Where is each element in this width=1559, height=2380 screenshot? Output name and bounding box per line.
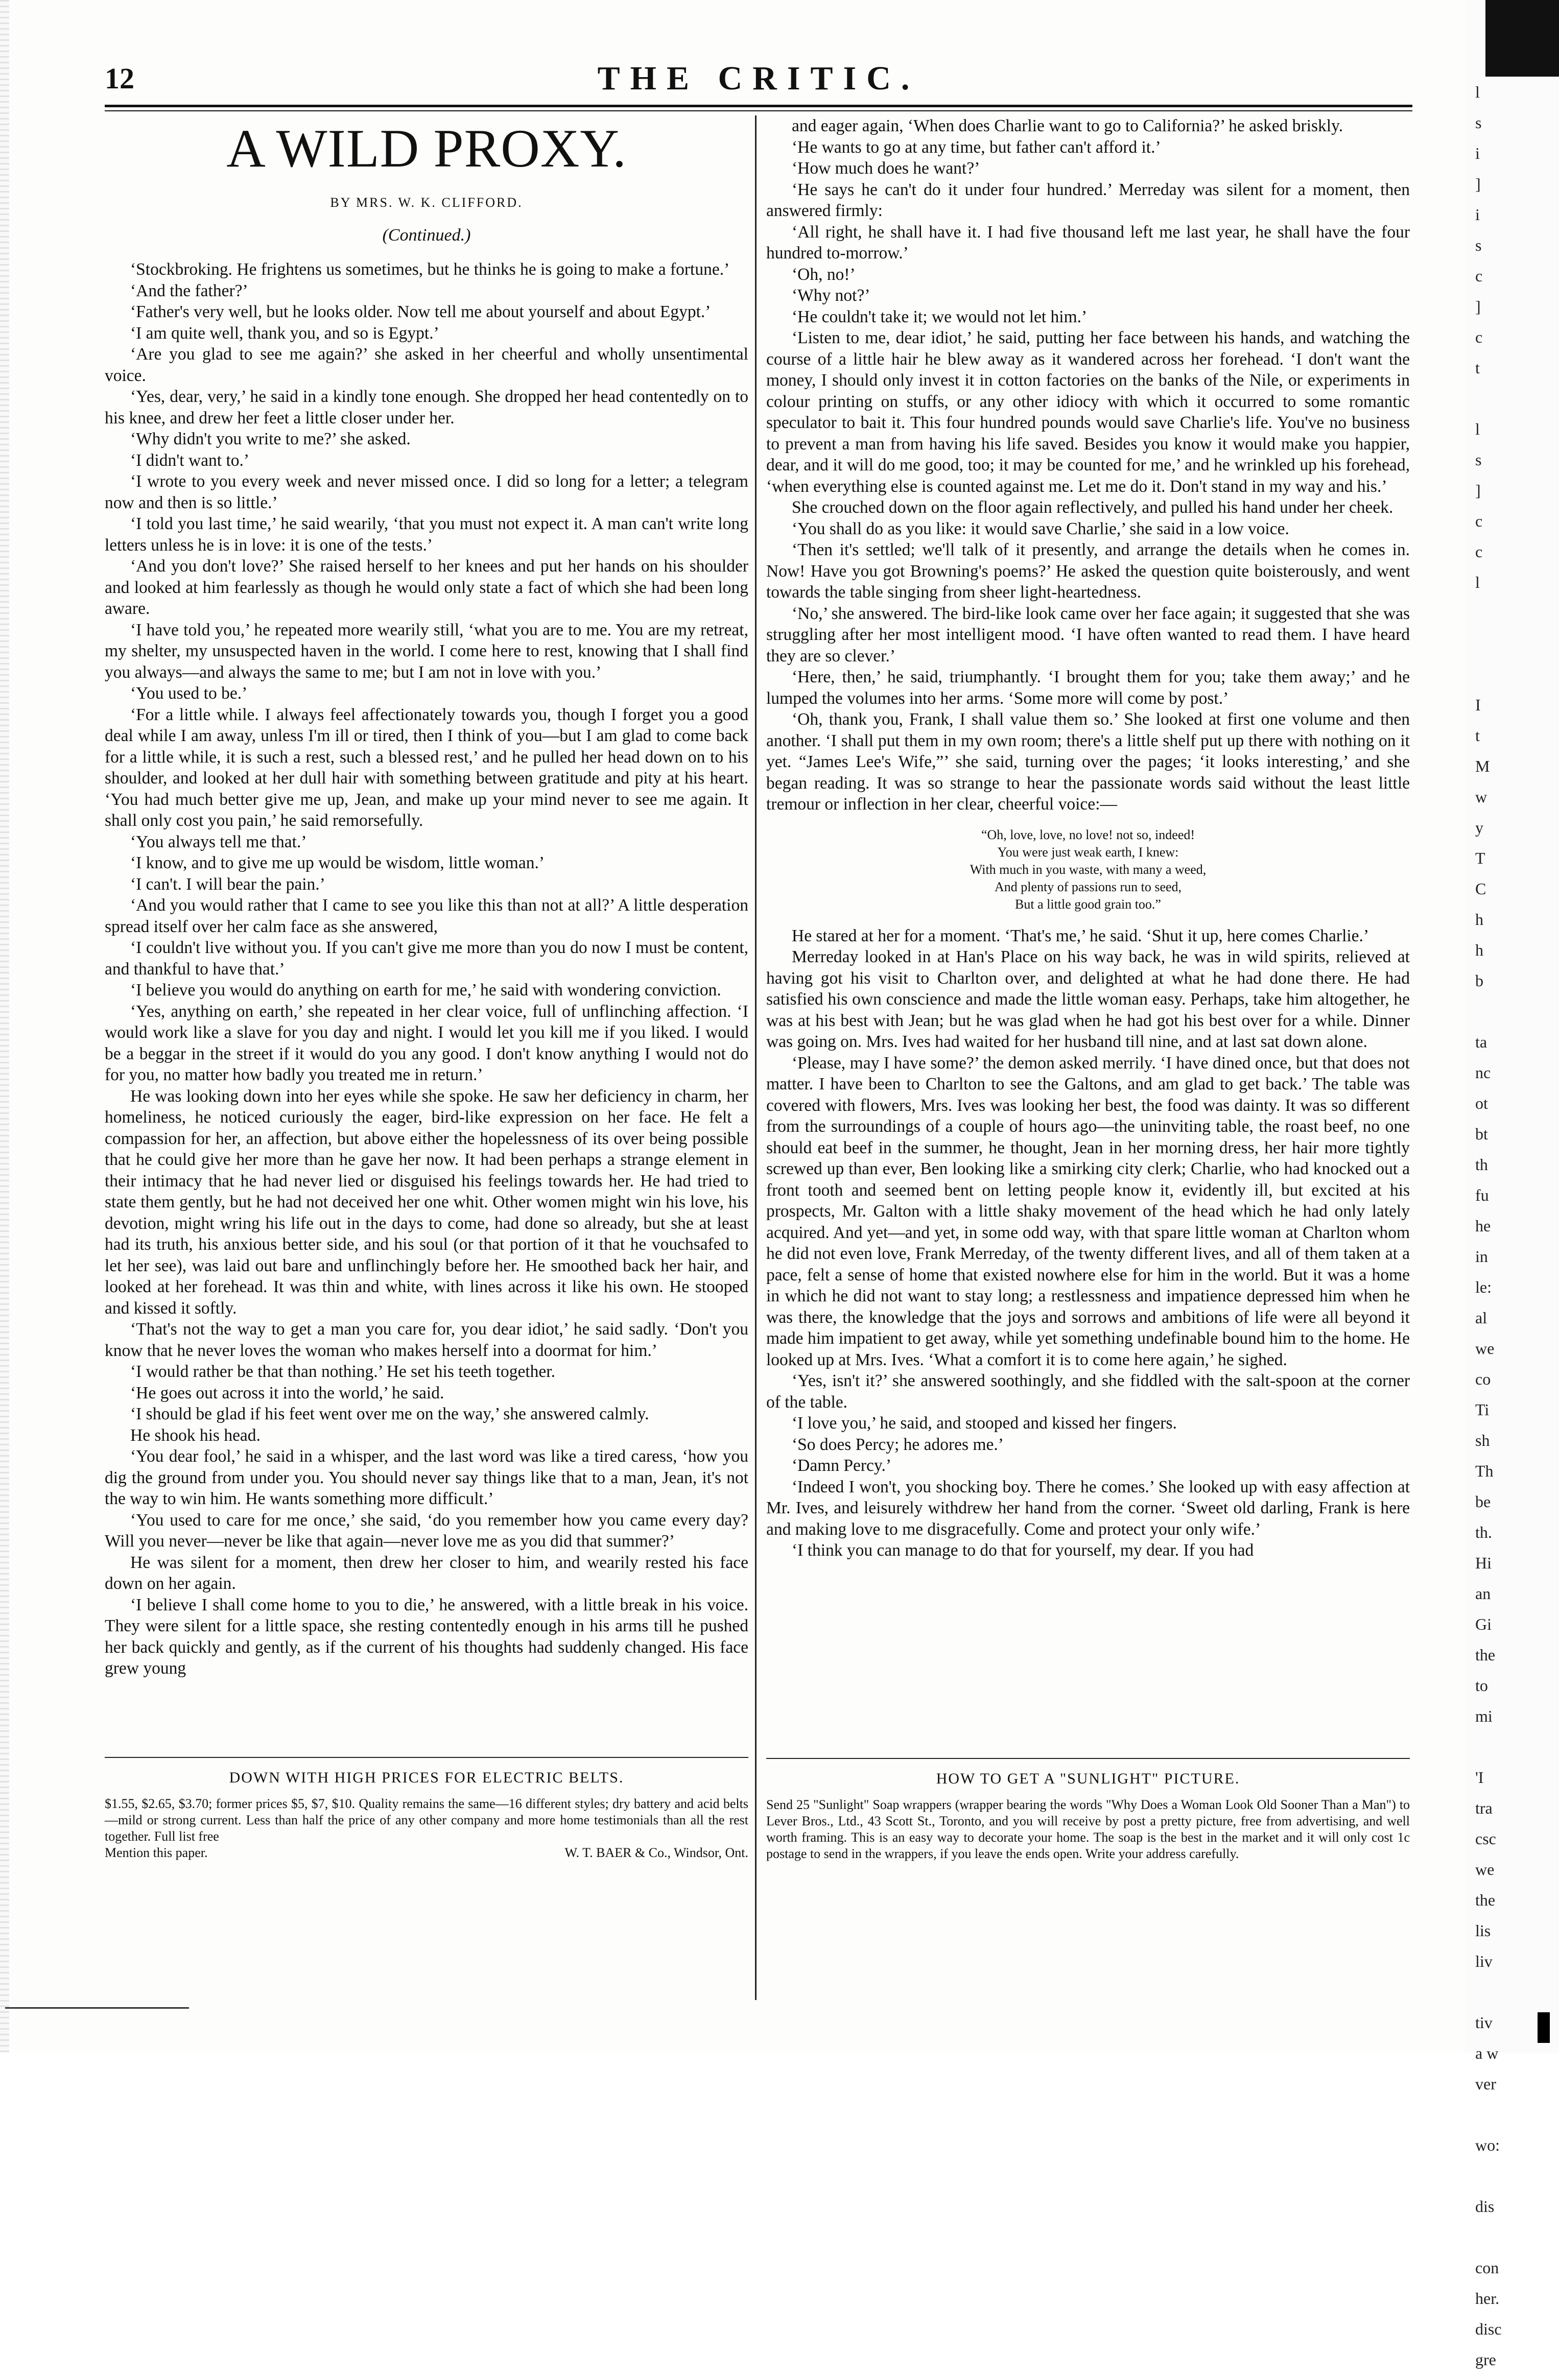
electric-belts-advertisement [105, 1757, 748, 1861]
adjacent-page-fragment: Th [1475, 1462, 1494, 1480]
paragraph: ‘I wrote to you every week and never missed once. I did so long for a letter; a telegram now and then is so little.’ [105, 472, 748, 512]
adjacent-page-fragment: l [1475, 83, 1480, 101]
adjacent-page-fragment: an [1475, 1584, 1491, 1603]
paragraph: ‘He wants to go at any time, but father can't afford it.’ [792, 137, 1161, 157]
ad-rule [105, 1757, 748, 1758]
paragraph: ‘You dear fool,’ he said in a whisper, and the last word was like a tired caress, ‘how you dig the ground from under you. You should never say things like that to a man, Jean, it's not the way to win him. He wants something more difficult.’ [105, 1447, 748, 1508]
poem-line: “Oh, love, love, no love! not so, indeed! [981, 827, 1195, 842]
adjacent-page-fragment [1475, 664, 1557, 695]
paragraph: ‘And you don't love?’ She raised herself to her knees and put her hands on his shoulder and looked at him fearlessly as though he would only state a fact of which she had been long aware. [105, 557, 748, 618]
left-binding-edge [0, 0, 9, 2053]
adjacent-page-fragment: her. [1475, 2289, 1500, 2307]
paragraph: ‘Here, then,’ he said, triumphantly. ‘I brought them for you; take them away;’ and he lumped the volumes into her arms. ‘Some more will come by post.’ [766, 668, 1410, 708]
adjacent-page-fragment [1475, 388, 1557, 419]
paragraph: ‘I told you last time,’ he said wearily, ‘that you must not expect it. A man can't write long letters unless he is in love: it is one of the tests.’ [105, 514, 748, 555]
paragraph: ‘I should be glad if his feet went over me on the way,’ she answered calmly. [130, 1405, 649, 1423]
paragraph: ‘Yes, dear, very,’ he said in a kindly tone enough. She dropped her head contentedly on to his knee, and drew her feet a little closer under her. [105, 387, 748, 427]
adjacent-page-fragment: ta [1475, 1033, 1487, 1051]
ad-mention: Mention this paper. [105, 1845, 208, 1860]
paragraph: He shook his head. [130, 1425, 261, 1445]
paragraph: Merreday looked in at Han's Place on his way back, he was in wild spirits, relieved at having got his visit to Charlton over, and delighted at what he had done there. He had satisfied his own conscience and made the little woman easy. Perhaps, take him altogether, he was at his best with Jean; but he was glad when he had got his best over for a while. Dinner was going on. Mrs. Ives had waited for her husband till nine, and at last sat down alone. [766, 947, 1410, 1051]
paragraph: ‘He couldn't take it; we would not let him.’ [792, 307, 1088, 326]
paragraph: ‘I think you can manage to do that for yourself, my dear. If you had [792, 1541, 1254, 1560]
adjacent-page-fragment [1475, 2165, 1557, 2196]
adjacent-page-fragment: he [1475, 1217, 1491, 1235]
adjacent-page-fragment: c [1475, 542, 1483, 561]
paragraph: ‘No,’ she answered. The bird-like look came over her face again; it suggested that she was struggling after her most intelligent mood. ‘I have often wanted to read them. I have heard they are so clever.’ [766, 604, 1410, 665]
adjacent-page-fragment: a w [1475, 2044, 1499, 2062]
adjacent-page-fragment: s [1475, 113, 1482, 132]
adjacent-page-fragment: gre [1475, 2350, 1496, 2369]
adjacent-page-fragment: 'I [1475, 1768, 1484, 1787]
paragraph: ‘Why didn't you write to me?’ she asked. [130, 430, 411, 448]
adjacent-page-fragment: I [1475, 696, 1481, 714]
paragraph: ‘You shall do as you like: it would save Charlie,’ she said in a low voice. [792, 519, 1289, 538]
paragraph: He was looking down into her eyes while she spoke. He saw her deficiency in charm, her homeliness, he noticed curiously the eager, bird-like expression on her face. He felt a compassion for her, an affection, but above either the hopelessness of its over being possible that he could give her more than he gave her now. It had been perhaps a strange element in their intimacy that he had never lied or disguised his feelings towards her. He had tried to state them gently, but he had not deceived her one whit. Other women might win his love, his devotion, might wring his life out in the days to come, had done so already, but she at least had its truth, his anxious better side, and his soul (or that portion of it that he vouchsafed to let her see), was laid out bare and unflinchingly before her. He smoothed back her hair, and looked at her forehead. It was thin and white, with lines across it like his own. He stooped and kissed it softly. [105, 1086, 748, 1318]
paragraph: ‘You used to care for me once,’ she said, ‘do you remember how you came every day? Will you never—never be like that again—never love me as you did that summer?’ [105, 1510, 748, 1551]
adjacent-page-fragment: t [1475, 359, 1480, 377]
paragraph: ‘And you would rather that I came to see you like this than not at all?’ A little desperation spread itself over her calm face as she answered, [105, 896, 748, 936]
adjacent-page-fragment: w [1475, 788, 1487, 806]
adjacent-page-fragment: csc [1475, 1829, 1496, 1848]
paragraph: ‘Yes, anything on earth,’ she repeated in her clear voice, full of unflinching affection. ‘I would work like a slave for you day and night. I would let you kill me if you liked. I would be a beggar in the street if it would do you any good. I don't know anything I would not do for you, no matter how badly you treated me in return.’ [105, 1002, 748, 1084]
paragraph: ‘He says he can't do it under four hundred.’ Merreday was silent for a moment, then answered firmly: [766, 180, 1410, 220]
left-column-text [105, 259, 748, 1679]
poem-line: With much in you waste, with many a weed, [970, 862, 1207, 877]
paragraph: ‘You used to be.’ [130, 684, 248, 703]
adjacent-page-fragment: Ti [1475, 1400, 1490, 1419]
paragraph: ‘Then it's settled; we'll talk of it presently, and arrange the details when he comes in. Now! Have you got Browning's poems?’ He asked the question quite boisterously, and went towards the table singing from sheer light-heartedness. [766, 540, 1410, 602]
adjacent-page-fragments [1475, 82, 1557, 2369]
adjacent-page-shadow [1485, 0, 1559, 77]
paragraph: ‘I believe I shall come home to you to die,’ he answered, with a little break in his voice. They were silent for a little space, she resting contentedly enough in his arms till he pushed her back quickly and gently, as if the current of his thoughts had suddenly changed. His face grew young [105, 1595, 748, 1678]
paragraph: ‘Oh, thank you, Frank, I shall value them so.’ She looked at first one volume and then another. ‘I shall put them in my own room; there's a little shelf put up there with nothing on it yet. “James Lee's Wife,”’ she said, turning over the pages; ‘it looks interesting,’ and she began reading. It was so strange to hear the passionate words said without the least little tremour or inflection in her clear, cheerful voice:— [766, 710, 1410, 814]
paragraph: ‘How much does he want?’ [792, 159, 980, 178]
right-column-text-bottom [766, 925, 1410, 1561]
paragraph: ‘I didn't want to.’ [130, 450, 250, 470]
adjacent-page-fragment: ver [1475, 2075, 1496, 2093]
adjacent-page-fragment: the [1475, 1891, 1496, 1909]
adjacent-page-fragment: s [1475, 450, 1482, 469]
continued-note: (Continued.) [382, 225, 471, 245]
adjacent-page-fragment: we [1475, 1860, 1495, 1878]
adjacent-page-fragment: al [1475, 1308, 1487, 1327]
adjacent-page-fragment: to [1475, 1676, 1488, 1695]
adjacent-page-fragment [1475, 1982, 1557, 2012]
adjacent-page-fragment: Hi [1475, 1554, 1492, 1572]
adjacent-page-fragment: tra [1475, 1799, 1493, 1817]
paragraph: ‘I can't. I will bear the pain.’ [130, 874, 325, 894]
story-byline: BY MRS. W. K. CLIFFORD. [330, 195, 523, 210]
adjacent-page-fragment: th [1475, 1155, 1488, 1174]
page-number: 12 [105, 62, 134, 95]
adjacent-page-fragment: nc [1475, 1063, 1491, 1082]
adjacent-page-fragment [1475, 2104, 1557, 2135]
ad-body: $1.55, $2.65, $3.70; former prices $5, $7, $10. Quality remains the same—16 different styles; dry battery and acid belts—mild or strong current. Less than half the price of any other company and more home testimonials than all the rest together. Full list free [105, 1796, 748, 1844]
paragraph: ‘Father's very well, but he looks older. Now tell me about yourself and about Egypt.’ [130, 302, 711, 321]
adjacent-page-fragment: i [1475, 205, 1480, 224]
paragraph: ‘Indeed I won't, you shocking boy. There he comes.’ She looked up with easy affection at Mr. Ives, and leisurely withdrew her hand from the corner. ‘Sweet old darling, Frank is here and making love to me disgracefully. Come and protect your only wife.’ [766, 1477, 1410, 1539]
paragraph: ‘I love you,’ he said, and stooped and kissed her fingers. [792, 1414, 1177, 1433]
adjacent-page-fragment: t [1475, 726, 1480, 745]
paragraph: ‘That's not the way to get a man you care for, you dear idiot,’ he said sadly. ‘Don't you know that he never loves the woman who makes herself into a doormat for him.’ [105, 1320, 748, 1360]
adjacent-page-fragment: co [1475, 1370, 1491, 1388]
paragraph: ‘And the father?’ [130, 281, 248, 300]
adjacent-page-fragment: bt [1475, 1125, 1488, 1143]
adjacent-page-fragment: y [1475, 818, 1483, 837]
ad-heading: HOW TO GET A "SUNLIGHT" PICTURE. [936, 1770, 1240, 1787]
masthead-title: THE CRITIC. [597, 60, 920, 97]
header-rule-thick [105, 105, 1412, 107]
adjacent-page-fragment: M [1475, 757, 1490, 775]
adjacent-page-fragment: l [1475, 420, 1480, 438]
adjacent-page-fragment: i [1475, 144, 1480, 162]
paragraph: ‘Stockbroking. He frightens us sometimes, but he thinks he is going to make a fortune.’ [130, 260, 730, 279]
adjacent-page-fragment: le: [1475, 1278, 1492, 1296]
adjacent-page-fragment [1475, 603, 1557, 633]
adjacent-page-fragment: h [1475, 941, 1483, 959]
paragraph: He was silent for a moment, then drew her closer to him, and wearily rested his face down on her again. [105, 1553, 748, 1593]
ad-rule [766, 1758, 1410, 1759]
adjacent-page-fragment [1475, 1736, 1557, 1767]
adjacent-page-fragment: sh [1475, 1431, 1490, 1449]
adjacent-page-fragment: ot [1475, 1094, 1488, 1112]
ad-footer [105, 1845, 748, 1861]
adjacent-page-fragment: tiv [1475, 2013, 1493, 2032]
adjacent-page-fragment: liv [1475, 1952, 1493, 1970]
paragraph: ‘Are you glad to see me again?’ she asked in her cheerful and wholly unsentimental voice. [105, 345, 748, 385]
adjacent-page-fragment: we [1475, 1339, 1495, 1358]
paragraph: ‘I know, and to give me up would be wisdom, little woman.’ [130, 853, 545, 872]
paragraph: ‘I couldn't live without you. If you can't give me more than you do now I must be content, and thankful to have that.’ [105, 938, 748, 979]
poem-line: You were just weak earth, I knew: [997, 844, 1179, 860]
adjacent-page-fragment: th. [1475, 1523, 1492, 1541]
adjacent-page-fragment: disc [1475, 2320, 1502, 2338]
paragraph: ‘Please, may I have some?’ the demon asked merrily. ‘I have dined once, but that does not matter. I have been to Charlton to see the Galtons, and am glad to get back.’ The table was covered with flowers, Mrs. Ives was looking her best, the food was dainty. It was so different from the surroundings of a couple of hours ago—the uninviting table, the roast beef, no one should eat beef in the summer, he thought, Jean in her morning dress, her hair more tightly screwed up than ever, Ben looking like a smirking city clerk; Charlie, who had knocked out a front tooth and seemed bent on letting people know it, evidently ill, but excited at his prospects, Mr. Galton with a little shaky movement of the head which he had only lately acquired. And yet—and yet, in some odd way, with that spare little woman at Charlton whom he did not even love, Frank Merreday, of the twenty different lives, and all of them taken at a pace, felt a sense of home that existed nowhere else for him in the world. But it was a home in which he did not want to stay long; a restlessness and impatience depressed him when he was there, the knowledge that the joys and sorrows and ambitions of life were all beyond it made him impatient to get away, while yet something undefinable bound him to the home. He looked up at Mrs. Ives. ‘What a comfort it is to come here again,’ he sighed. [766, 1053, 1410, 1369]
header-rule-thin [105, 110, 1412, 111]
paragraph: ‘Damn Percy.’ [792, 1456, 892, 1475]
adjacent-page-fragment: mi [1475, 1707, 1493, 1725]
left-column [105, 115, 748, 2000]
adjacent-page-fragment: c [1475, 328, 1483, 346]
paragraph: ‘Yes, isn't it?’ she answered soothingly, and she fiddled with the salt-spoon at the corner of the table. [766, 1371, 1410, 1412]
right-column [766, 115, 1410, 2000]
adjacent-page-fragment: s [1475, 236, 1482, 254]
right-column-text-top [766, 115, 1410, 815]
adjacent-page-fragment: Gi [1475, 1615, 1492, 1633]
adjacent-page-fragment: ] [1475, 481, 1481, 499]
adjacent-page-fragment: in [1475, 1247, 1488, 1266]
ad-signature: W. T. BAER & Co., Windsor, Ont. [564, 1845, 748, 1860]
ad-body: Send 25 "Sunlight" Soap wrappers (wrapper bearing the words "Why Does a Woman Look Old Sooner Than a Man") to Lever Bros., Ltd., 43 Scott St., Toronto, and you will receive by post a pretty picture, free from advertising, and well worth framing. This is an easy way to decorate your home. The soap is the best in the market and it will only cost 1c postage to send in the wrappers, if you leave the ends open. Write your address carefully. [766, 1797, 1410, 1861]
paragraph: ‘Why not?’ [792, 286, 870, 305]
adjacent-page-fragment: C [1475, 879, 1486, 898]
paragraph: ‘For a little while. I always feel affectionately towards you, though I forget you a good deal while I am away, unless I'm ill or tired, then I think of you—but I am glad to come back for a little while, it is such a rest, such a blessed rest,’ and he pulled her head down on to his shoulder, and looked at her dull hair with something between gratitude and pity at his heart. ‘You had much better give me up, Jean, and make up your mind never to see me again. It shall only cost you pain,’ he said remorsefully. [105, 705, 748, 830]
poem-line: And plenty of passions run to seed, [994, 879, 1182, 894]
ad-heading: DOWN WITH HIGH PRICES FOR ELECTRIC BELTS. [229, 1769, 624, 1786]
adjacent-page-fragment: fu [1475, 1186, 1489, 1204]
paragraph: He stared at her for a moment. ‘That's me,’ he said. ‘Shut it up, here comes Charlie.’ [792, 926, 1369, 945]
paragraph: and eager again, ‘When does Charlie want to go to California?’ he asked briskly. [792, 116, 1343, 135]
adjacent-page-fragment: T [1475, 849, 1485, 867]
adjacent-page-fragment: wo: [1475, 2136, 1500, 2154]
paragraph: She crouched down on the floor again reflectively, and pulled his hand under her cheek. [792, 498, 1393, 517]
story-title: A WILD PROXY. [226, 118, 627, 178]
adjacent-page-fragment: l [1475, 573, 1480, 591]
page-header [105, 61, 1412, 117]
adjacent-page-fragment: h [1475, 910, 1483, 929]
adjacent-page-fragment: dis [1475, 2197, 1495, 2216]
adjacent-page-fragment: lis [1475, 1921, 1491, 1940]
adjacent-page-fragment: c [1475, 267, 1483, 285]
paragraph: ‘I have told you,’ he repeated more wearily still, ‘what you are to me. You are my retreat, my shelter, my unsuspected haven in the world. I come here to rest, knowing that I shall find you always—and always the same to me; but I am not in love with you.’ [105, 620, 748, 682]
poem-quote [766, 826, 1410, 913]
paragraph: ‘All right, he shall have it. I had five thousand left me last year, he shall have the four hundred to-morrow.’ [766, 222, 1410, 263]
adjacent-page-fragment [1475, 2227, 1557, 2257]
adjacent-page-fragment [1475, 633, 1557, 664]
bottom-edge-rule [5, 2007, 189, 2009]
adjacent-page-mark [1538, 2012, 1550, 2043]
paragraph: ‘I believe you would do anything on earth for me,’ he said with wondering conviction. [130, 981, 721, 999]
paragraph: ‘He goes out across it into the world,’ he said. [130, 1383, 444, 1402]
paragraph: ‘You always tell me that.’ [130, 832, 307, 851]
adjacent-page-fragment: the [1475, 1646, 1496, 1664]
sunlight-advertisement [766, 1758, 1410, 1862]
adjacent-page-fragment: ] [1475, 175, 1481, 193]
paragraph: ‘I am quite well, thank you, and so is Egypt.’ [130, 323, 439, 343]
adjacent-page-fragment: con [1475, 2258, 1499, 2277]
column-divider [755, 115, 757, 2000]
adjacent-page-fragment [1475, 1001, 1557, 1032]
paragraph: ‘Oh, no!’ [792, 265, 856, 284]
adjacent-page-fragment: be [1475, 1492, 1491, 1511]
adjacent-page-fragment: b [1475, 971, 1483, 990]
paragraph: ‘Listen to me, dear idiot,’ he said, putting her face between his hands, and watching the course of a little hair he blew away as it wandered across her forehead. ‘I don't want the money, I should only invest it in cotton factories on the banks of the Nile, or experiments in colour printing on stuffs, or any other idiocy with which it occurred to some romantic speculator to bait it. This four hundred pounds would save Charlie's life. You've no business to prevent a man from having his life saved. Besides you know it would make you happier, dear, and it will do me good, too; it may be counted for me,’ and he wrinkled up his forehead, ‘when everything else is counted against me. Let me do it. Don't stand in my way and his.’ [766, 328, 1410, 496]
paragraph: ‘I would rather be that than nothing.’ He set his teeth together. [130, 1362, 555, 1381]
adjacent-page-fragment: c [1475, 512, 1483, 530]
poem-line: But a little good grain too.” [1015, 896, 1161, 912]
paragraph: ‘So does Percy; he adores me.’ [792, 1435, 1004, 1454]
adjacent-page-fragment: ] [1475, 297, 1481, 316]
